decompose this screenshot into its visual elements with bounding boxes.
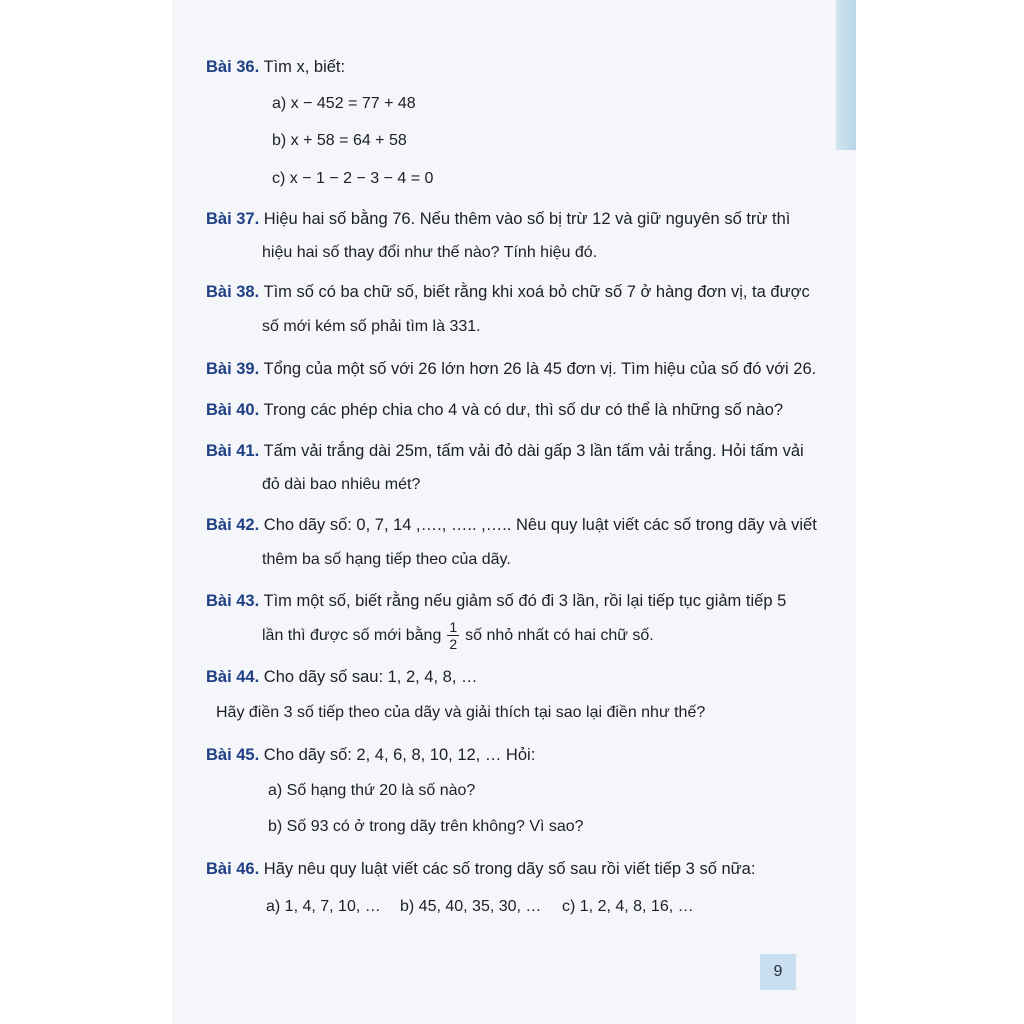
exercise-42-line2: thêm ba số hạng tiếp theo của dãy. — [262, 551, 511, 568]
exercise-text: Cho dãy số: 2, 4, 6, 8, 10, 12, … Hỏi: — [259, 746, 536, 764]
exercise-42 — [206, 516, 817, 535]
exercise-text: Hãy nêu quy luật viết các số trong dãy số sau rồi viết tiếp 3 số nữa: — [259, 860, 756, 878]
exercise-37-line2: hiệu hai số thay đổi như thế nào? Tính hiệu đó. — [262, 244, 598, 261]
exercise-text: Trong các phép chia cho 4 và có dư, thì số dư có thể là những số nào? — [259, 401, 784, 419]
exercise-label: Bài 43. — [206, 592, 260, 610]
fraction-one-half: $\frac{1}{2}$ — [449, 619, 458, 653]
exercise-38 — [206, 283, 810, 302]
exercise-46-b: b) 45, 40, 35, 30, … — [400, 898, 542, 915]
exercise-text: Tìm một số, biết rằng nếu giảm số đó đi 3 lần, rồi lại tiếp tục giảm tiếp 5 — [259, 592, 787, 610]
exercise-label: Bài 41. — [206, 442, 260, 460]
exercise-36-c: c) x − 1 − 2 − 3 − 4 = 0 — [272, 170, 434, 187]
exercise-36 — [206, 58, 345, 77]
exercise-43-text-b: số nhỏ nhất có hai chữ số. — [465, 627, 654, 644]
exercise-label: Bài 44. — [206, 668, 260, 686]
exercise-label: Bài 42. — [206, 516, 260, 534]
exercise-label: Bài 36. — [206, 58, 260, 76]
exercise-text: Cho dãy số sau: 1, 2, 4, 8, … — [259, 668, 478, 686]
exercise-46 — [206, 860, 755, 879]
exercise-label: Bài 40. — [206, 401, 260, 419]
exercise-46-a: a) 1, 4, 7, 10, … — [266, 898, 381, 915]
exercise-45-a: a) Số hạng thứ 20 là số nào? — [268, 782, 476, 799]
exercise-44 — [206, 668, 478, 687]
exercise-36-a: a) x − 452 = 77 + 48 — [272, 95, 416, 112]
exercise-text: Cho dãy số: 0, 7, 14 ,…., ….. ,….. Nêu quy luật viết các số trong dãy và viết — [259, 516, 817, 534]
exercise-text: Tấm vải trắng dài 25m, tấm vải đỏ dài gấp 3 lần tấm vải trắng. Hỏi tấm vải — [259, 442, 804, 460]
exercise-39 — [206, 360, 816, 379]
exercise-41-line2: đỏ dài bao nhiêu mét? — [262, 476, 421, 493]
exercise-43-text-a: lần thì được số mới bằng — [262, 627, 442, 644]
exercise-text: Hiệu hai số bằng 76. Nếu thêm vào số bị trừ 12 và giữ nguyên số trừ thì — [259, 210, 791, 228]
exercise-label: Bài 46. — [206, 860, 260, 878]
exercise-label: Bài 45. — [206, 746, 260, 764]
exercise-label: Bài 38. — [206, 283, 260, 301]
exercise-36-b: b) x + 58 = 64 + 58 — [272, 132, 407, 149]
exercise-38-line2: số mới kém số phải tìm là 331. — [262, 318, 481, 335]
exercise-45 — [206, 746, 535, 765]
exercise-46-c: c) 1, 2, 4, 8, 16, … — [562, 898, 694, 915]
page-number: 9 — [760, 954, 796, 990]
exercise-label: Bài 39. — [206, 360, 260, 378]
page-edge-tab — [836, 0, 856, 150]
exercise-37 — [206, 210, 790, 229]
exercise-40 — [206, 401, 783, 420]
exercise-45-b: b) Số 93 có ở trong dãy trên không? Vì sao? — [268, 818, 584, 835]
exercise-label: Bài 37. — [206, 210, 260, 228]
exercise-text: Tìm số có ba chữ số, biết rằng khi xoá bỏ chữ số 7 ở hàng đơn vị, ta được — [259, 283, 810, 301]
exercise-44-line2: Hãy điền 3 số tiếp theo của dãy và giải thích tại sao lại điền như thế? — [216, 704, 706, 721]
exercise-43 — [206, 592, 786, 611]
exercise-text: Tìm x, biết: — [259, 58, 346, 76]
exercise-43-line2 — [262, 618, 654, 654]
exercise-text: Tổng của một số với 26 lớn hơn 26 là 45 đơn vị. Tìm hiệu của số đó với 26. — [259, 360, 817, 378]
exercise-41 — [206, 442, 804, 461]
